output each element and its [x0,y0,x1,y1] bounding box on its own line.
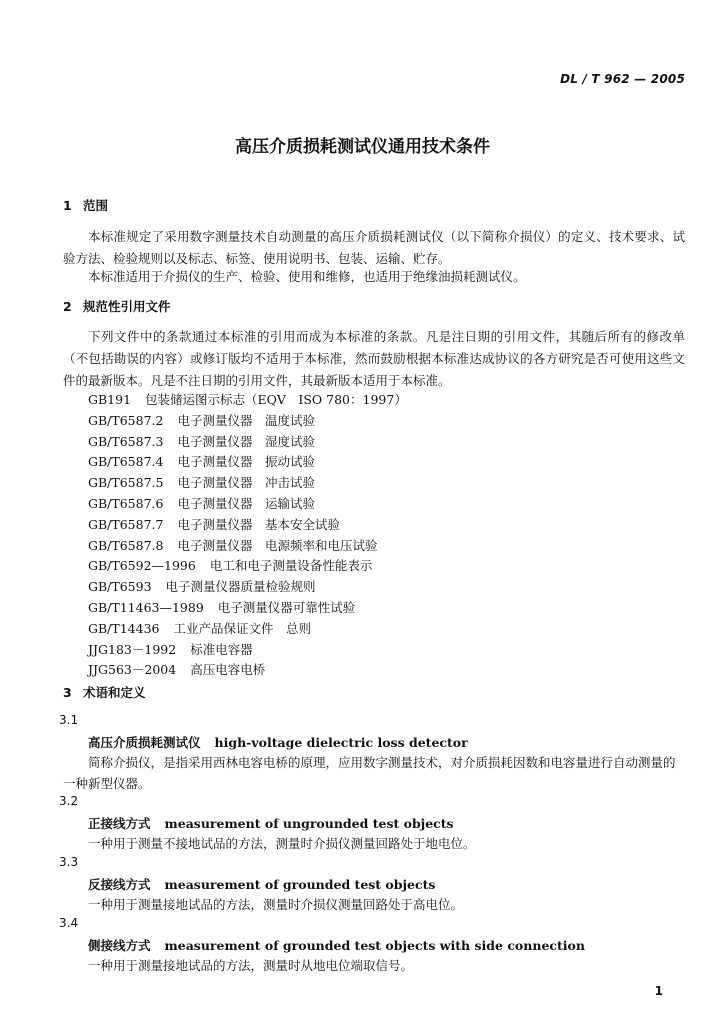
reference-code: GB/T6587.6 [88,495,164,511]
section-title: 规范性引用文件 [83,299,171,314]
reference-code: GB/T6593 [88,579,152,595]
term-heading [88,875,435,893]
section-1-heading [63,196,108,214]
term-zh: 反接线方式 [88,877,151,892]
reference-title: 电子测量仪器 基本安全试验 [177,516,340,532]
term-number: 3.3 [59,855,79,869]
section-number: 1 [63,198,72,213]
reference-item [88,452,407,473]
term-zh: 正接线方式 [88,816,151,831]
reference-title: 电工和电子测量设备性能表示 [209,558,373,574]
section-3-heading [63,683,146,701]
term-definition: 一种用于测量接地试品的方法，测量时从地电位端取信号。 [88,958,414,973]
reference-title: 电子测量仪器 湿度试验 [177,433,315,449]
reference-list [88,390,407,681]
term-number: 3.4 [59,916,79,930]
term-zh: 高压介质损耗测试仪 [88,735,201,750]
term-definition: 一种用于测量不接地试品的方法，测量时介损仪测量回路处于地电位。 [88,836,476,851]
reference-item [88,411,407,432]
reference-item [88,598,407,619]
term-definition: 简称介损仪，是指采用西林电容电桥的原理，应用数字测量技术，对介质损耗因数和电容量进行自动测量的一种新型仪器。 [63,755,676,791]
page-number: 1 [654,984,663,998]
reference-title: 电子测量仪器 电源频率和电压试验 [177,537,378,553]
reference-item [88,432,407,453]
standard-code: DL / T 962 — 2005 [560,72,685,86]
term-heading [88,814,454,832]
term-zh: 侧接线方式 [88,938,151,953]
reference-title: 高压电容电桥 [190,662,266,678]
term-heading [88,936,585,954]
reference-item [88,390,407,411]
section-number: 3 [63,685,72,700]
reference-title: 电子测量仪器 振动试验 [177,454,315,470]
reference-item [88,640,407,661]
section-2-intro: 下列文件中的条款通过本标准的引用而成为本标准的条款。凡是注日期的引用文件，其随后所有的修改单（不包括勘误的内容）或修订版均不适用于本标准，然而鼓励根据本标准达成协议的各方研究是否可使用这些文件的最新版本。凡是不注日期的引用文件，其最新版本适用于本标准。 [63,329,685,388]
term-en: measurement of grounded test objects with side connection [164,938,585,953]
reference-code: GB/T14436 [88,620,160,636]
reference-item [88,660,407,681]
term-heading [88,733,468,751]
reference-item [88,494,407,515]
reference-code: GB/T6587.7 [88,516,164,532]
section-number: 2 [63,299,72,314]
reference-item [88,556,407,577]
page-title: 高压介质损耗测试仪通用技术条件 [235,137,490,157]
reference-title: 电子测量仪器 冲击试验 [177,475,315,491]
reference-item [88,536,407,557]
reference-code: JJG183－1992 [88,641,177,657]
section-1-paragraph-1: 本标准规定了采用数字测量技术自动测量的高压介质损耗测试仪（以下简称介损仪）的定义、技术要求、试验方法、检验规则以及标志、标签、使用说明书、包装、运输、贮存。 [63,229,685,266]
reference-title: 电子测量仪器 运输试验 [177,495,315,511]
term-number: 3.2 [59,794,79,808]
reference-item [88,619,407,640]
reference-code: GB/T6587.8 [88,537,164,553]
term-definition: 一种用于测量接地试品的方法，测量时介损仪测量回路处于高电位。 [88,897,464,912]
reference-code: GB/T11463—1989 [88,599,204,615]
reference-title: 包装储运图示标志（EQV ISO 780：1997） [145,392,407,407]
reference-code: GB/T6587.2 [88,412,164,428]
reference-title: 工业产品保证文件 总则 [173,620,311,636]
section-1-paragraph-2: 本标准适用于介损仪的生产、检验、使用和维修，也适用于绝缘油损耗测试仪。 [88,269,526,284]
reference-title: 电子测量仪器可靠性试验 [217,599,356,615]
reference-item [88,515,407,536]
reference-code: GB/T6587.3 [88,433,164,449]
reference-code: GB/T6592—1996 [88,558,196,574]
reference-title: 标准电容器 [190,641,253,657]
term-number: 3.1 [59,713,79,727]
term-en: measurement of ungrounded test objects [164,816,454,831]
reference-title: 电子测量仪器 温度试验 [177,412,315,428]
term-en: measurement of grounded test objects [164,877,436,892]
reference-code: GB191 [88,392,132,407]
term-en: high-voltage dielectric loss detector [214,735,468,750]
section-title: 术语和定义 [83,685,146,700]
reference-code: GB/T6587.5 [88,475,164,491]
reference-code: JJG563－2004 [88,662,177,678]
section-2-heading [63,297,171,315]
reference-item [88,577,407,598]
reference-item [88,473,407,494]
section-title: 范围 [83,198,109,213]
reference-code: GB/T6587.4 [88,454,164,470]
reference-title: 电子测量仪器质量检验规则 [165,579,316,595]
